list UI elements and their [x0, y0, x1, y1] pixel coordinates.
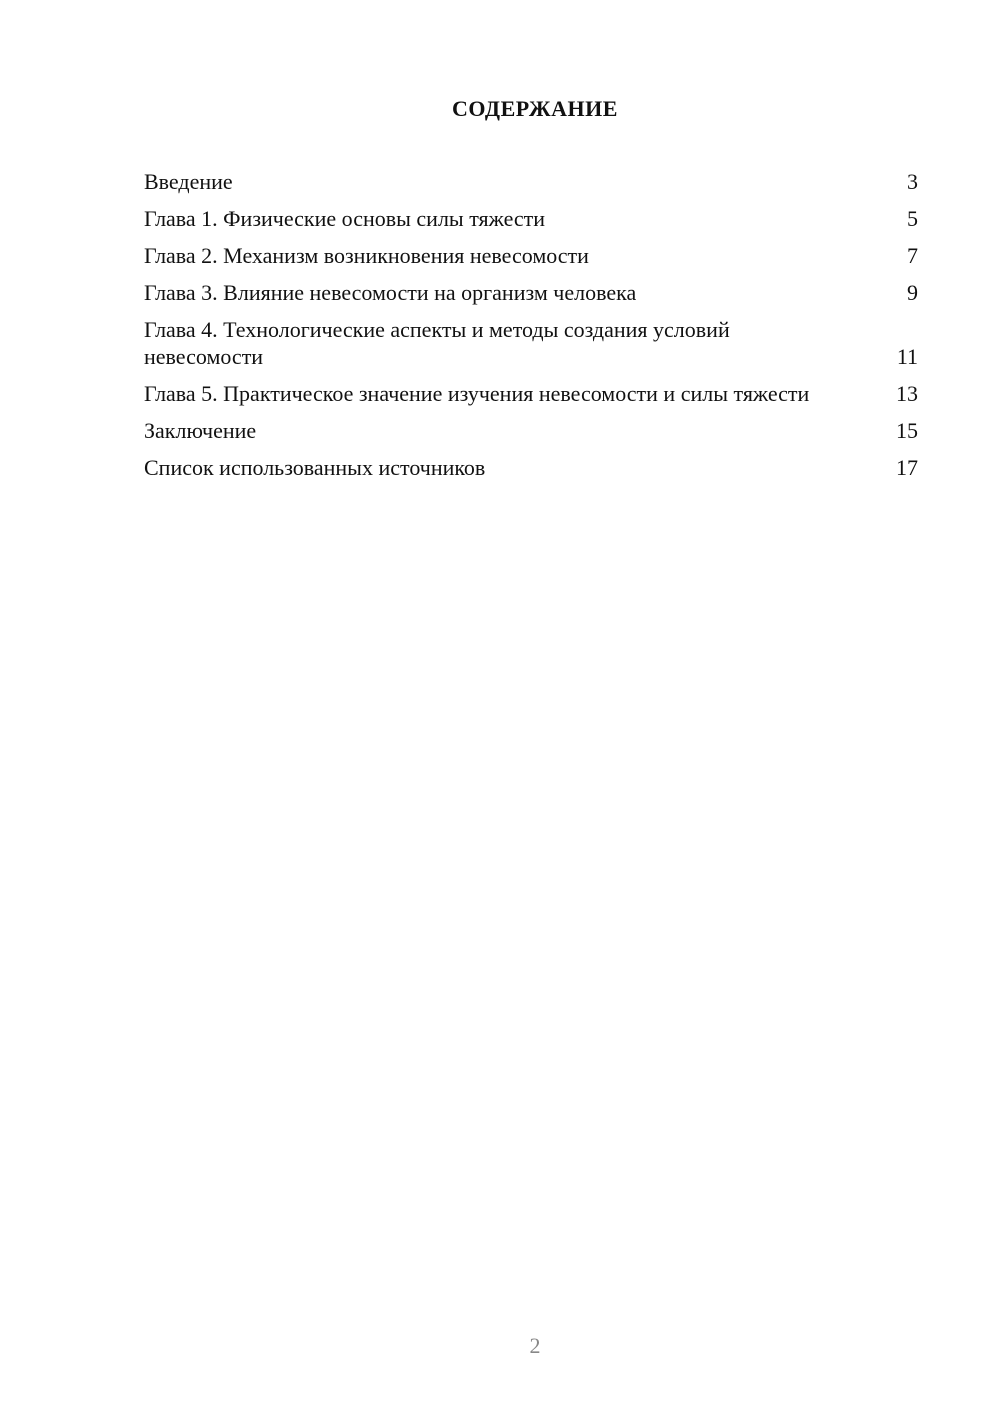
toc-entry-chapter-1[interactable]	[144, 205, 918, 232]
toc-entry-title: Глава 4. Технологические аспекты и методы создания условий невесомости	[144, 317, 730, 369]
toc-entry-title: Введение	[144, 169, 233, 194]
toc-entry-chapter-3[interactable]	[144, 279, 918, 306]
toc-entry-title: Глава 5. Практическое значение изучения невесомости и силы тяжести	[144, 381, 810, 406]
page-title: СОДЕРЖАНИЕ	[452, 96, 618, 121]
toc-entry-references[interactable]	[144, 454, 918, 481]
toc-entry-page: 11	[896, 344, 918, 369]
toc-entry-page: 7	[907, 243, 918, 268]
toc-entry-title: Глава 3. Влияние невесомости на организм человека	[144, 280, 637, 305]
toc-entry-page: 13	[896, 381, 918, 406]
toc-entry-page: 17	[896, 455, 918, 480]
toc-entry-page: 9	[907, 280, 918, 305]
toc-entry-title: Список использованных источников	[144, 455, 486, 480]
toc-entry-conclusion[interactable]	[144, 417, 918, 444]
toc-entry-page: 15	[896, 418, 918, 443]
toc-entry-title: Заключение	[144, 418, 257, 443]
toc-entry-title: Глава 2. Механизм возникновения невесомости	[144, 243, 589, 268]
toc-entry-page: 5	[907, 206, 918, 231]
toc-entry-title: Глава 1. Физические основы силы тяжести	[144, 206, 546, 231]
toc-entry-page: 3	[907, 169, 918, 194]
toc-entry-introduction[interactable]	[144, 168, 918, 195]
toc-entry-chapter-5[interactable]	[144, 380, 918, 407]
page-number: 2	[529, 1333, 541, 1358]
table-of-contents	[144, 168, 918, 491]
toc-entry-chapter-2[interactable]	[144, 242, 918, 269]
toc-entry-chapter-4[interactable]	[144, 316, 918, 370]
